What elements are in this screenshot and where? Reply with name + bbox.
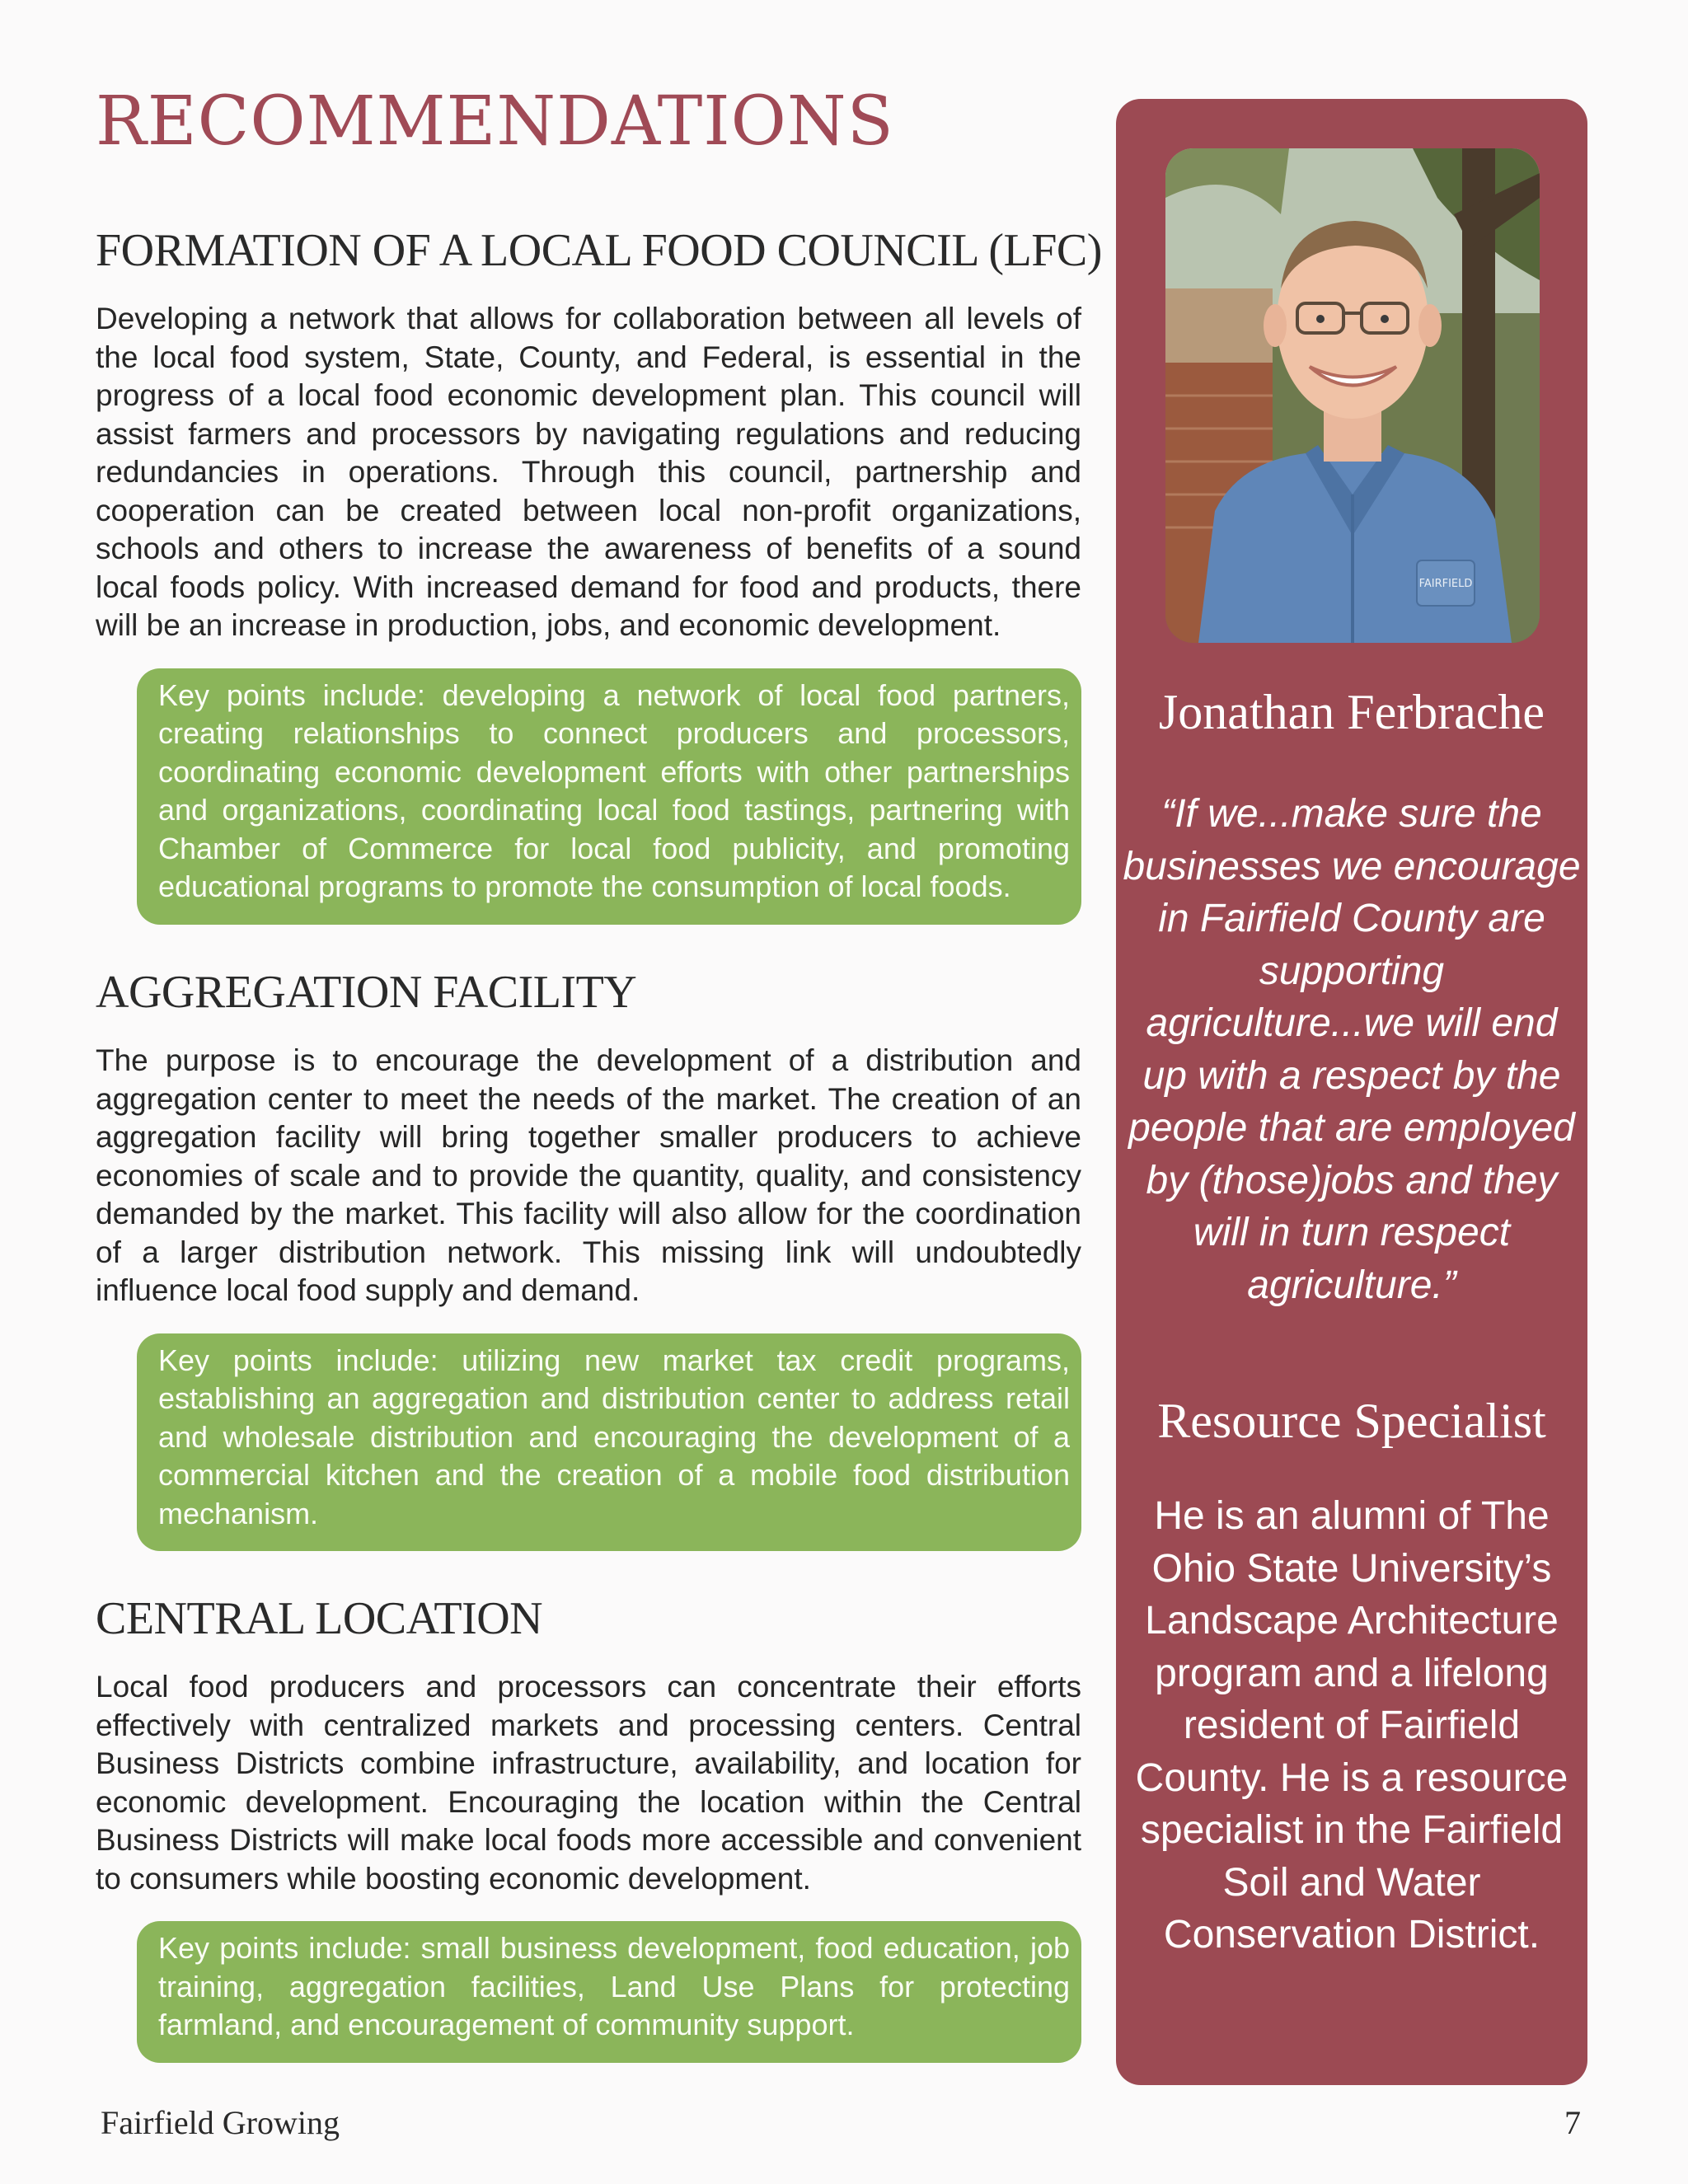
page-number: 7 (1564, 2104, 1581, 2141)
key-points-box: Key points include: utilizing new market tax credit programs, establishing an aggregation and distribution center to address retail and wholesale distribution and encouraging the development of a commercial kitchen and the creation of a mobile food distribution mechanism. (137, 1333, 1081, 1552)
section-aggregation-facility (96, 966, 1081, 1551)
section-body: Local food producers and processors can concentrate their efforts effectively with centralized markets and processing centers. Central Business Districts combine infrastructure, availability, and location for economic development. Encouraging the location within the Central Business Districts will make local foods more accessible and convenient to consumers while boosting economic development. (96, 1670, 1081, 1896)
profile-name: Jonathan Ferbrache (1158, 685, 1545, 739)
profile-quote: “If we...make sure the businesses we encourage in Fairfield County are supporting agriculture...we will end up with a respect by the people that are employed by (those)jobs and they will in turn respect agriculture.” (1123, 792, 1581, 1307)
badge-text: FAIRFIELD (1418, 578, 1473, 590)
profile-role: Resource Specialist (1157, 1394, 1546, 1448)
section-heading: AGGREGATION FACILITY (96, 967, 637, 1018)
profile-sidebar (1116, 99, 1587, 2085)
key-points-box: Key points include: small business development, food education, job training, aggregation facilities, Land Use Plans for protecting farmland, and encouragement of community support. (137, 1921, 1081, 2063)
section-body: Developing a network that allows for collaboration between all levels of the local food system, State, County, and Federal, is essential in the progress of a local food economic development plan. This council will assist farmers and processors by navigating regulations and reducing redundancies in operations. Through this council, partnership and cooperation can be created between local non-profit organizations, schools and others to increase the awareness of benefits of a sound local foods policy. With increased demand for food and products, there will be an increase in production, jobs, and economic development. (96, 302, 1081, 642)
portrait-photo (1165, 148, 1540, 643)
section-central-location (96, 1592, 1081, 2063)
section-local-food-council (96, 224, 1102, 925)
section-body: The purpose is to encourage the development of a distribution and aggregation center to meet the needs of the market. The creation of an aggregation facility will bring together smaller producers to achieve economies of scale and to provide the quantity, quality, and consistency demanded by the market. This facility will also allow for the coordination of a larger distribution network. This missing link will undoubtedly influence local food supply and demand. (96, 1043, 1081, 1307)
footer-publication: Fairfield Growing (101, 2104, 340, 2141)
page-title: RECOMMENDATIONS (96, 82, 894, 161)
section-heading: CENTRAL LOCATION (96, 1593, 543, 1644)
profile-bio: He is an alumni of The Ohio State University’s Landscape Architecture program and a lifelong resident of Fairfield County. He is a resource specialist in the Fairfield Soil and Water Conservation District. (1135, 1494, 1568, 1957)
key-points-box: Key points include: developing a network of local food partners, creating relationships to connect producers and processors, coordinating economic development efforts with other partnerships and organizations, coordinating local food tastings, partnering with Chamber of Commerce for local food publicity, and promoting educational programs to promote the consumption of local foods. (137, 668, 1081, 925)
section-heading: FORMATION OF A LOCAL FOOD COUNCIL (LFC) (96, 225, 1102, 276)
